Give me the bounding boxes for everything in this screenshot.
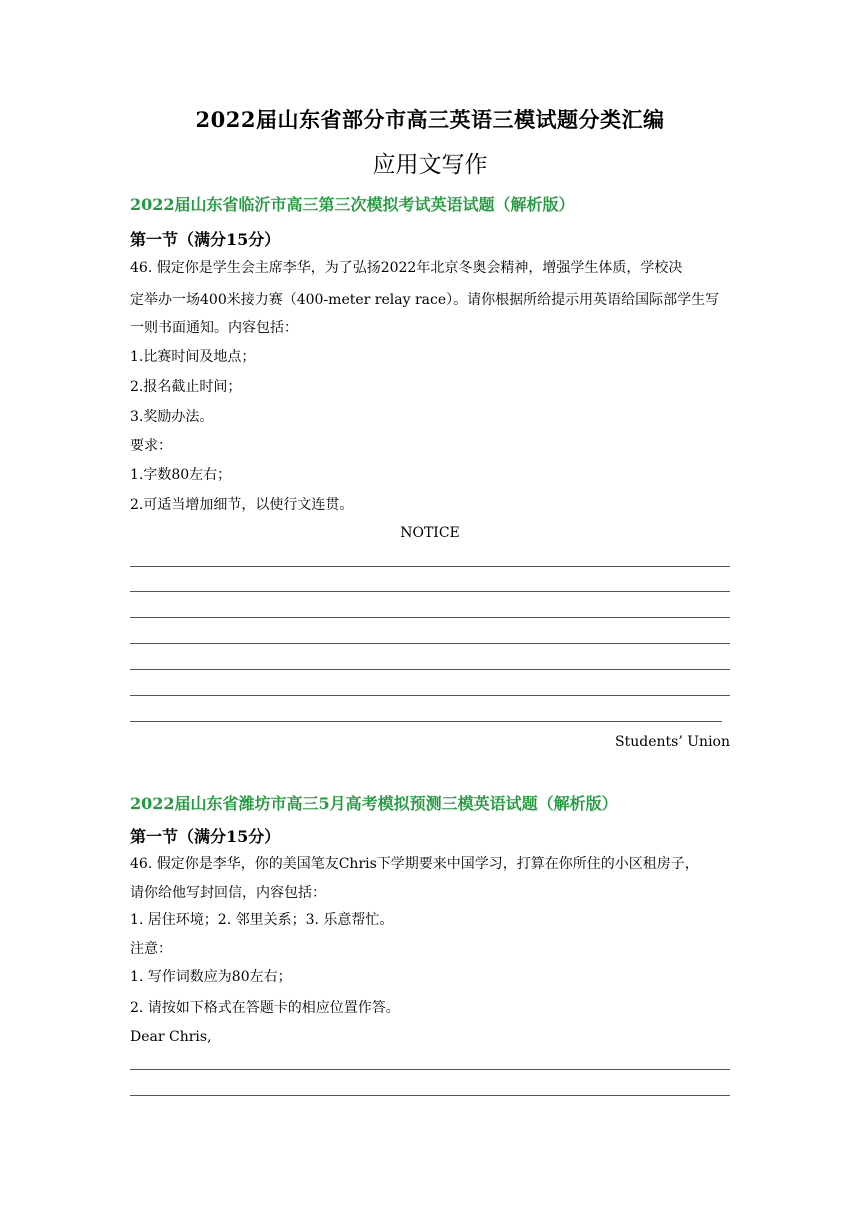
answer-line — [130, 591, 730, 592]
section-1-part-title: 第一节（满分15分） — [130, 230, 281, 249]
section-1-source: 2022届山东省临沂市高三第三次模拟考试英语试题（解析版） — [130, 195, 575, 214]
answer-line — [130, 617, 730, 618]
section-2-line: 1. 写作词数应为80左右； — [130, 969, 292, 985]
notice-heading: NOTICE — [400, 525, 460, 541]
section-1-line: 2.可适当增加细节，以使行文连贯。 — [130, 497, 354, 513]
document-title: 2022届山东省部分市高三英语三模试题分类汇编 — [195, 107, 665, 132]
document-subtitle: 应用文写作 — [372, 152, 488, 178]
section-1-line: 定举办一场400米接力赛（400-meter relay race）。请你根据所给提示用英语给国际部学生写 — [130, 292, 720, 308]
answer-line — [130, 695, 730, 696]
section-2-line: 46. 假定你是李华，你的美国笔友Chris下学期要来中国学习，打算在你所住的小区租房子， — [130, 856, 699, 872]
section-1-line: 3.奖励办法。 — [130, 409, 214, 425]
section-2-line: 请你给他写封回信，内容包括： — [130, 885, 326, 901]
section-2-part-title: 第一节（满分15分） — [130, 827, 281, 846]
answer-line — [130, 1095, 730, 1096]
signature: Students’ Union — [615, 734, 730, 750]
section-2-line: Dear Chris, — [130, 1029, 212, 1045]
section-2-line: 注意： — [130, 941, 172, 957]
section-2-source: 2022届山东省潍坊市高三5月高考模拟预测三模英语试题（解析版） — [130, 794, 618, 813]
section-1-line: 1.字数80左右； — [130, 467, 232, 483]
answer-line — [130, 669, 730, 670]
answer-line — [130, 643, 730, 644]
answer-line — [130, 1069, 730, 1070]
section-1-line: 46. 假定你是学生会主席李华，为了弘扬2022年北京冬奥会精神，增强学生体质，学校决 — [130, 260, 683, 276]
section-1-line: 要求： — [130, 438, 172, 454]
answer-line — [130, 721, 722, 722]
section-1-line: 1.比赛时间及地点； — [130, 349, 256, 365]
section-2-line: 2. 请按如下格式在答题卡的相应位置作答。 — [130, 1000, 400, 1016]
section-1-line: 2.报名截止时间； — [130, 379, 242, 395]
section-2-line: 1. 居住环境；2. 邻里关系；3. 乐意帮忙。 — [130, 912, 394, 928]
section-1-line: 一则书面通知。内容包括： — [130, 320, 298, 336]
answer-line — [130, 566, 730, 567]
